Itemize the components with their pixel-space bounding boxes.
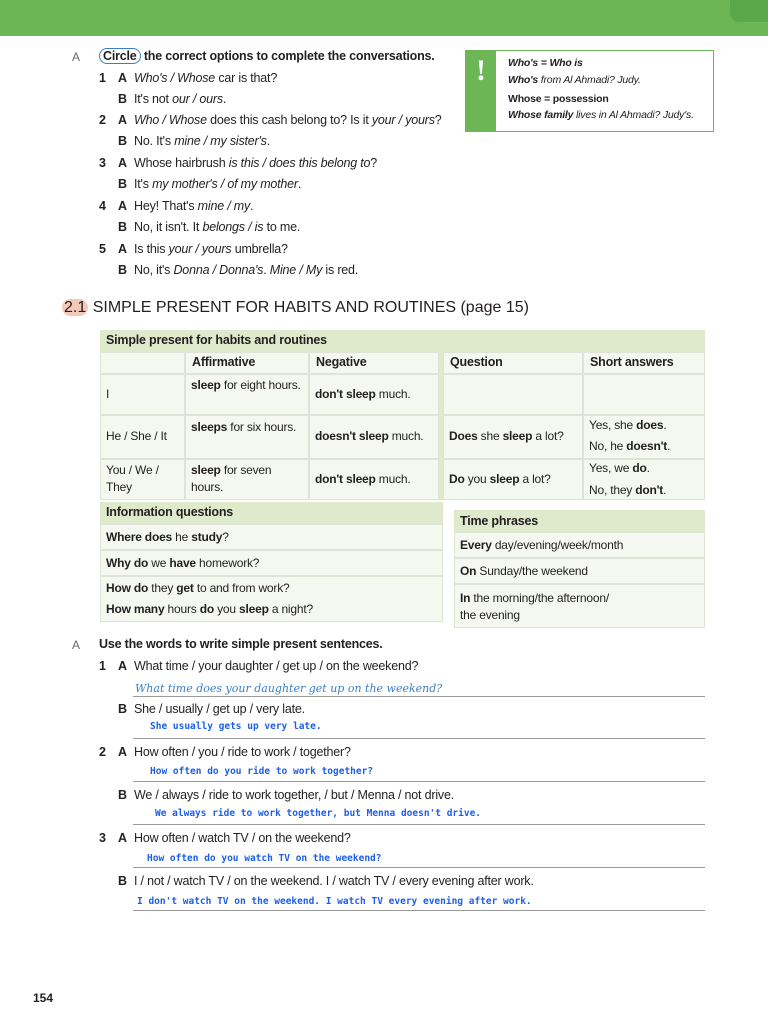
speaker-label: B <box>118 220 127 234</box>
table-cell <box>443 374 583 415</box>
line-fragment: car is that? <box>215 71 278 85</box>
info-question: Why do we have homework? <box>106 556 260 570</box>
conversation-line <box>99 71 459 89</box>
header-affirmative: Affirmative <box>192 355 256 369</box>
row-short-answer-no: No, they don't. <box>589 483 667 497</box>
item-number: 2 <box>99 745 106 759</box>
top-color-bar <box>0 0 768 36</box>
line-fragment: . <box>263 263 270 277</box>
word-prompt: How often / you / ride to work / together? <box>134 745 351 759</box>
exercise-instruction <box>99 49 435 63</box>
speaker-label: A <box>118 659 127 673</box>
word-prompt: We / always / ride to work together, / but / Menna / not drive. <box>134 788 454 802</box>
row-subject: I <box>106 387 110 401</box>
word-prompt: I / not / watch TV / on the weekend. I / watch TV / every evening after work. <box>134 874 534 888</box>
option-choice[interactable]: belongs / is <box>202 220 264 234</box>
speaker-label: B <box>118 702 127 716</box>
option-choice[interactable]: Who / Whose <box>134 113 207 127</box>
speaker-label: B <box>118 788 127 802</box>
row-question: Does she sleep a lot? <box>449 429 564 443</box>
time-phrase: Every day/evening/week/month <box>460 538 624 552</box>
line-fragment: umbrella? <box>231 242 288 256</box>
item-number: 3 <box>99 156 106 170</box>
time-phrase: On Sunday/the weekend <box>460 564 588 578</box>
speaker-label: A <box>118 242 127 256</box>
time-phrase: In the morning/the afternoon/ <box>460 591 609 605</box>
row-negative: doesn't sleep much. <box>315 429 424 443</box>
circled-word: Circle <box>99 48 141 64</box>
exercise-label: A <box>72 638 81 652</box>
answer-text[interactable]: We always ride to work together, but Menna doesn't drive. <box>155 808 482 819</box>
note-line: Who's = Who is <box>508 57 583 69</box>
conversation-line <box>99 177 459 195</box>
item-number: 1 <box>99 71 106 85</box>
time-title: Time phrases <box>460 514 538 528</box>
word-prompt: How often / watch TV / on the weekend? <box>134 831 351 845</box>
line-fragment: is red. <box>322 263 359 277</box>
line-fragment: ? <box>370 156 378 170</box>
conversation-line <box>99 220 459 238</box>
option-choice[interactable]: Mine / My <box>269 263 323 277</box>
line-fragment: . <box>266 134 271 148</box>
row-subject: You / We / They <box>106 463 159 494</box>
info-question: How do they get to and from work? <box>106 581 290 595</box>
conversation-line <box>99 113 459 131</box>
speaker-label: A <box>118 831 127 845</box>
header-negative: Negative <box>316 355 367 369</box>
conversation-line <box>99 134 459 152</box>
row-affirmative: sleep for eight hours. <box>191 378 301 392</box>
line-fragment: No, it's <box>134 263 174 277</box>
exercise-label: A <box>72 50 81 64</box>
note-line: Who's from Al Ahmadi? Judy. <box>508 74 641 86</box>
speaker-label: B <box>118 92 127 106</box>
section-heading <box>62 299 529 317</box>
row-affirmative: sleeps for six hours. <box>191 420 297 434</box>
line-fragment: . <box>297 177 302 191</box>
conversation-line <box>99 156 459 174</box>
instruction-text: the correct options to complete the conversations. <box>140 49 435 63</box>
row-affirmative: sleep for seven hours. <box>191 463 272 494</box>
answer-line <box>133 910 705 911</box>
answer-text[interactable]: She usually gets up very late. <box>150 721 322 732</box>
speaker-label: A <box>118 113 127 127</box>
option-choice[interactable]: mine / my sister's <box>174 134 267 148</box>
option-choice[interactable]: my mother's / of my mother <box>152 177 298 191</box>
row-short-answer-no: No, he doesn't. <box>589 439 671 453</box>
header-short-answers: Short answers <box>590 355 674 369</box>
exclamation-icon: ! <box>466 51 496 131</box>
row-subject: He / She / It <box>106 429 167 443</box>
section-title: SIMPLE PRESENT FOR HABITS AND ROUTINES (page 15) <box>92 299 529 316</box>
header-question: Question <box>450 355 503 369</box>
line-fragment: Hey! That's <box>134 199 198 213</box>
speaker-label: A <box>118 71 127 85</box>
option-choice[interactable]: Who's / Whose <box>134 71 216 85</box>
line-fragment: No, it isn't. It <box>134 220 203 234</box>
conversation-line <box>99 263 459 281</box>
line-text <box>134 92 226 106</box>
line-text <box>134 242 288 256</box>
item-number: 3 <box>99 831 106 845</box>
section-number: 2.1 <box>64 299 87 316</box>
line-fragment: . <box>250 199 254 213</box>
speaker-label: B <box>118 874 127 888</box>
line-text <box>134 113 442 127</box>
option-choice[interactable]: our / ours <box>172 92 223 106</box>
line-fragment: It's <box>134 177 153 191</box>
speaker-label: B <box>118 177 127 191</box>
item-number: 1 <box>99 659 106 673</box>
line-fragment: does this cash belong to? Is it <box>206 113 372 127</box>
info-title: Information questions <box>106 505 234 519</box>
line-text <box>134 263 358 277</box>
line-text <box>134 199 253 213</box>
line-text <box>134 220 300 234</box>
conversation-line <box>99 242 459 260</box>
page-number: 154 <box>33 991 54 1005</box>
answer-line <box>133 781 705 782</box>
table-title: Simple present for habits and routines <box>106 333 327 347</box>
info-question: How many hours do you sleep a night? <box>106 602 313 616</box>
grammar-note-box <box>465 50 714 132</box>
speaker-label: B <box>118 134 127 148</box>
line-fragment: ? <box>434 113 442 127</box>
option-choice[interactable]: Donna / Donna's <box>173 263 264 277</box>
line-fragment: Whose hairbrush <box>134 156 229 170</box>
line-text <box>134 134 270 148</box>
row-short-answer-yes: Yes, we do. <box>589 461 650 475</box>
line-fragment: to me. <box>263 220 301 234</box>
exercise-item <box>99 702 659 720</box>
answer-text[interactable]: How often do you watch TV on the weekend? <box>147 853 382 864</box>
line-fragment: No. It's <box>134 134 175 148</box>
answer-line <box>133 696 705 697</box>
note-line: Whose family lives in Al Ahmadi? Judy's. <box>508 109 694 121</box>
word-prompt: What time / your daughter / get up / on the weekend? <box>134 659 419 673</box>
exercise-item <box>99 745 659 763</box>
exercise-instruction: Use the words to write simple present sentences. <box>99 637 383 651</box>
item-number: 2 <box>99 113 106 127</box>
option-choice[interactable]: is this / does this belong to <box>228 156 371 170</box>
speaker-label: A <box>118 156 127 170</box>
conversation-line <box>99 199 459 217</box>
line-fragment: It's not <box>134 92 173 106</box>
info-question: Where does he study? <box>106 530 229 544</box>
line-text <box>134 177 301 191</box>
exercise-item <box>99 874 659 892</box>
item-number: 4 <box>99 199 106 213</box>
option-choice[interactable]: your / yours <box>371 113 435 127</box>
table-cell <box>583 374 705 415</box>
table-cell <box>100 374 185 415</box>
line-fragment: Is this <box>134 242 169 256</box>
exercise-item <box>99 659 659 677</box>
row-question: Do you sleep a lot? <box>449 472 551 486</box>
speaker-label: A <box>118 745 127 759</box>
answer-line <box>133 867 705 868</box>
conversation-line <box>99 92 459 110</box>
row-negative: don't sleep much. <box>315 472 411 486</box>
line-text <box>134 71 277 85</box>
option-choice[interactable]: mine / my <box>197 199 251 213</box>
exercise-item <box>99 788 659 806</box>
time-phrase-cont: the evening <box>460 608 520 622</box>
answer-line <box>133 824 705 825</box>
answer-line <box>133 738 705 739</box>
answer-text[interactable]: What time does your daughter get up on the weekend? <box>135 682 443 695</box>
row-short-answer-yes: Yes, she does. <box>589 418 667 432</box>
exercise-item <box>99 831 659 849</box>
line-fragment: . <box>222 92 227 106</box>
row-negative: don't sleep much. <box>315 387 411 401</box>
answer-text[interactable]: I don't watch TV on the weekend. I watch TV every evening after work. <box>137 896 532 907</box>
word-prompt: She / usually / get up / very late. <box>134 702 305 716</box>
item-number: 5 <box>99 242 106 256</box>
option-choice[interactable]: your / yours <box>168 242 232 256</box>
line-text <box>134 156 377 170</box>
answer-text[interactable]: How often do you ride to work together? <box>150 766 374 777</box>
speaker-label: B <box>118 263 127 277</box>
header-cell <box>100 352 185 374</box>
note-line: Whose = possession <box>508 93 609 105</box>
speaker-label: A <box>118 199 127 213</box>
